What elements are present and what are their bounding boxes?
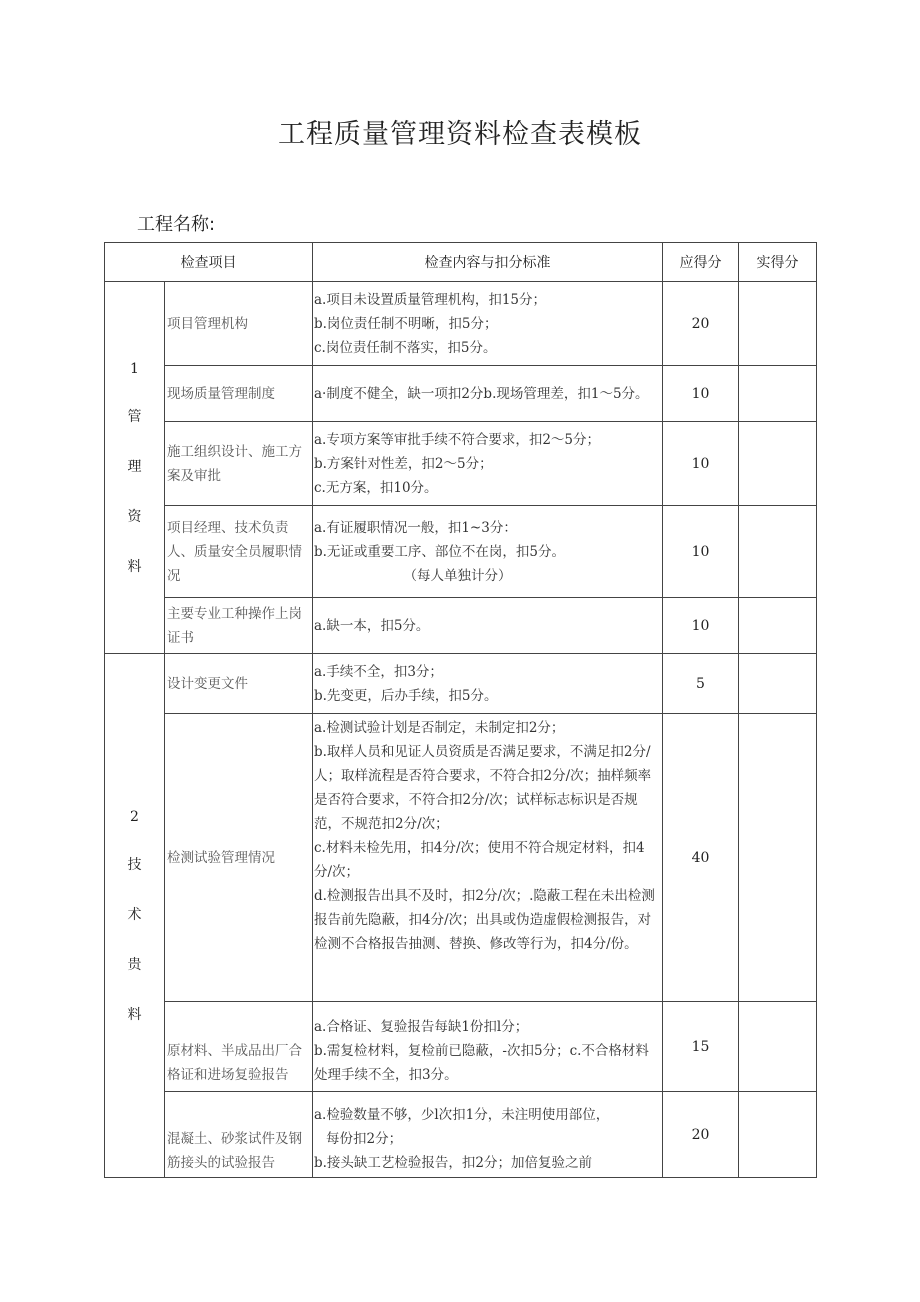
item-name: 原材料、半成品出厂合格证和进场复验报告: [165, 1002, 313, 1092]
header-actual: 实得分: [739, 243, 817, 282]
header-item: 检查项目: [105, 243, 313, 282]
actual-score-cell[interactable]: [739, 506, 817, 598]
content-line: c.材料未检先用，扣4分/次；使用不符合规定材料，扣4分/次；: [314, 840, 645, 880]
group-1-label: [105, 282, 165, 654]
header-content: 检查内容与扣分标准: [313, 243, 663, 282]
group-char: 料: [127, 558, 142, 575]
score-cell: 10: [663, 598, 739, 654]
actual-score-cell[interactable]: [739, 598, 817, 654]
item-name: 检测试验管理情况: [165, 714, 313, 1002]
content-line: b.需复检材料，复检前已隐蔽，-次扣5分；c.不合格材料处理手续不全，扣3分。: [314, 1043, 649, 1083]
group-char: 技: [127, 856, 142, 873]
item-name: 混凝土、砂浆试件及钢筋接头的试验报告: [165, 1092, 313, 1178]
header-score: 应得分: [663, 243, 739, 282]
item-content: [313, 422, 663, 506]
inspection-table: [104, 242, 817, 1178]
table-row: [105, 598, 817, 654]
table-row: [105, 282, 817, 366]
table-header-row: [105, 243, 817, 282]
actual-score-cell[interactable]: [739, 1092, 817, 1178]
content-line: a·制度不健全，缺一项扣2分b.现场管理差，扣1～5分。: [314, 385, 649, 402]
actual-score-cell[interactable]: [739, 366, 817, 422]
score-cell: 5: [663, 654, 739, 714]
item-content: [313, 1002, 663, 1092]
score-cell: 40: [663, 714, 739, 1002]
content-line: a.检验数量不够，少l次扣1分，未注明使用部位，: [314, 1107, 610, 1123]
item-name: 施工组织设计、施工方案及审批: [165, 422, 313, 506]
item-content: [313, 366, 663, 422]
score-cell: 10: [663, 366, 739, 422]
group-number: 2: [130, 808, 139, 825]
item-content: [313, 714, 663, 1002]
table-row: [105, 1092, 817, 1178]
group-char: 料: [127, 1006, 142, 1023]
group-char: 贵: [127, 956, 142, 973]
item-name: 主要专业工种操作上岗证书: [165, 598, 313, 654]
item-name: 现场质量管理制度: [165, 366, 313, 422]
score-cell: 20: [663, 282, 739, 366]
item-content: [313, 506, 663, 598]
project-name-label: 工程名称:: [137, 214, 216, 235]
content-line: a.检测试验计划是否制定，未制定扣2分；: [314, 720, 565, 736]
item-content: [313, 598, 663, 654]
item-name: 项目经理、技术负责人、质量安全员履职情况: [165, 506, 313, 598]
group-char: 理: [127, 458, 142, 475]
actual-score-cell[interactable]: [739, 654, 817, 714]
score-cell: 15: [663, 1002, 739, 1092]
item-content: [313, 282, 663, 366]
content-line: a.手续不全，扣3分；: [314, 663, 443, 680]
actual-score-cell[interactable]: [739, 282, 817, 366]
content-line: a.专项方案等审批手续不符合要求，扣2～5分；: [314, 431, 601, 448]
item-name: 项目管理机构: [165, 282, 313, 366]
group-2-label: [105, 654, 165, 1178]
content-line: c.岗位责任制不落实，扣5分。: [314, 339, 497, 356]
content-line: d.检测报告出具不及时，扣2分/次；.隐蔽工程在未出检测报告前先隐蔽，扣4分/次；出具或伪造虚假检测报告，对检测不合格报告抽测、替换、修改等行为，扣4分/份。: [314, 888, 655, 952]
table-row: [105, 1002, 817, 1092]
content-line: （每人单独计分）: [403, 567, 512, 584]
content-line: a.项目未设置质量管理机构，扣15分；: [314, 291, 547, 308]
content-line: b.取样人员和见证人员资质是否满足要求，不满足扣2分/人；取样流程是否符合要求，不符合扣2分/次；抽样频率是否符合要求，不符合扣2分/次；试样标志标识是否规范，不规范扣2分/次；: [314, 744, 652, 832]
group-number: 1: [130, 360, 139, 377]
content-line: b.方案针对性差，扣2～5分；: [314, 455, 493, 472]
score-cell: 10: [663, 422, 739, 506]
actual-score-cell[interactable]: [739, 422, 817, 506]
group-char: 资: [127, 508, 142, 525]
content-line: a.有证履职情况一般，扣1~3分：: [314, 519, 517, 536]
item-content: [313, 654, 663, 714]
score-cell: 10: [663, 506, 739, 598]
table-row: [105, 366, 817, 422]
content-line: b.无证或重要工序、部位不在岗，扣5分。: [314, 543, 566, 560]
document-title: 工程质量管理资料检查表模板: [278, 119, 642, 150]
table-row: [105, 506, 817, 598]
content-line: b.接头缺工艺检验报告，扣2分；加倍复验之前: [314, 1155, 593, 1171]
content-line: a.缺一本，扣5分。: [314, 617, 430, 634]
table-row: [105, 422, 817, 506]
content-line: a.合格证、复验报告每缺1份扣l分；: [314, 1019, 529, 1035]
group-char: 术: [127, 906, 142, 923]
actual-score-cell[interactable]: [739, 1002, 817, 1092]
content-line: b.岗位责任制不明晰，扣5分；: [314, 315, 498, 332]
table-row: [105, 654, 817, 714]
item-name: 设计变更文件: [165, 654, 313, 714]
table-row: [105, 714, 817, 1002]
content-line: b.先变更，后办手续，扣5分。: [314, 687, 498, 704]
score-cell: 20: [663, 1092, 739, 1178]
item-content: [313, 1092, 663, 1178]
content-line: 每份扣2分；: [326, 1131, 403, 1147]
content-line: c.无方案，扣10分。: [314, 479, 438, 496]
actual-score-cell[interactable]: [739, 714, 817, 1002]
group-char: 管: [127, 408, 142, 425]
